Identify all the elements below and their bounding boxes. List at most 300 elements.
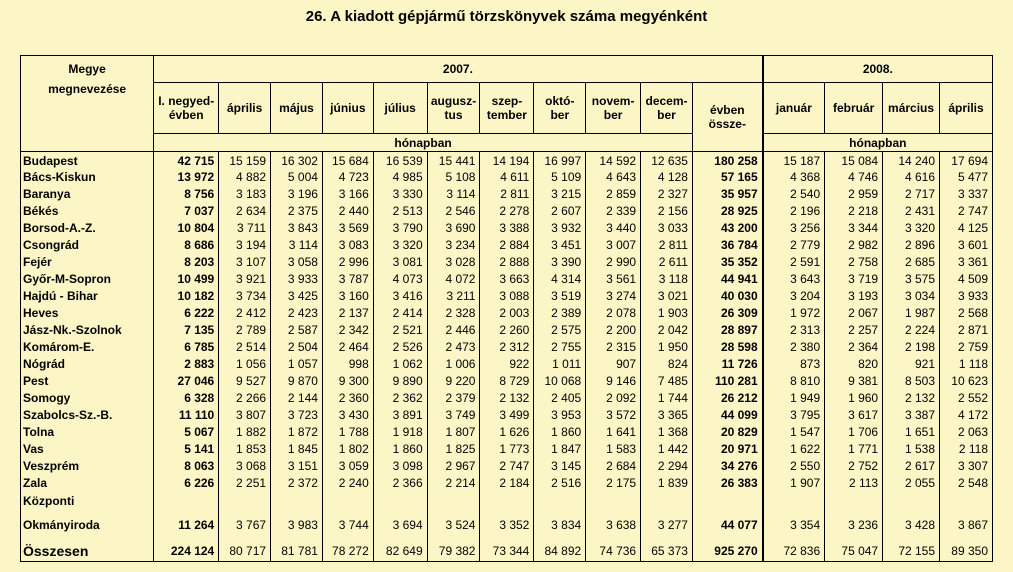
year-total-header: évben össze-	[692, 83, 762, 152]
month-value: 15 084	[825, 152, 883, 169]
month-value: 3 337	[940, 186, 993, 203]
month-value: 1 845	[271, 441, 323, 458]
month-value: 1 744	[641, 390, 693, 407]
statistics-table	[20, 55, 993, 562]
table-row	[21, 475, 993, 492]
county-name: Borsod-A.-Z.	[21, 220, 154, 237]
month-value: 2 372	[271, 475, 323, 492]
month-value: 3 807	[219, 407, 271, 424]
month-value	[641, 492, 693, 510]
month-value: 2 366	[373, 475, 427, 492]
year-total-value: 34 276	[692, 458, 762, 475]
month-value: 2 685	[883, 254, 940, 271]
month-value: 2 575	[534, 322, 586, 339]
q1-value: 6 226	[154, 475, 219, 492]
year-2008-header: 2008.	[763, 56, 993, 83]
table-row	[21, 441, 993, 458]
month-value: 8 810	[763, 373, 825, 390]
month-value: 15 187	[763, 152, 825, 169]
month-value: 2 375	[271, 203, 323, 220]
month-value: 1 987	[883, 305, 940, 322]
month-value: 1 960	[825, 390, 883, 407]
month-value: 2 504	[271, 339, 323, 356]
q1-value: 5 067	[154, 424, 219, 441]
month-value: 3 194	[219, 237, 271, 254]
month-value: 75 047	[825, 532, 883, 562]
table-body	[21, 152, 993, 562]
month-value: 3 601	[940, 237, 993, 254]
month-header: február	[825, 83, 883, 134]
table-row	[21, 220, 993, 237]
month-value: 1 006	[427, 356, 480, 373]
month-value: 3 638	[586, 510, 641, 532]
county-name: Komárom-E.	[21, 339, 154, 356]
month-value	[373, 492, 427, 510]
month-value: 2 412	[219, 305, 271, 322]
month-value: 2 546	[427, 203, 480, 220]
month-header: június	[322, 83, 373, 134]
month-value: 3 354	[763, 510, 825, 532]
month-value: 65 373	[641, 532, 693, 562]
month-value: 3 843	[271, 220, 323, 237]
month-value: 4 072	[427, 271, 480, 288]
month-value: 2 364	[825, 339, 883, 356]
month-value: 2 611	[641, 254, 693, 271]
month-value: 3 795	[763, 407, 825, 424]
month-value: 2 717	[883, 186, 940, 203]
month-value: 2 959	[825, 186, 883, 203]
month-value: 1 907	[763, 475, 825, 492]
month-value: 3 196	[271, 186, 323, 203]
table-row	[21, 186, 993, 203]
table-row	[21, 407, 993, 424]
table-row	[21, 288, 993, 305]
month-value: 2 144	[271, 390, 323, 407]
month-value: 9 381	[825, 373, 883, 390]
month-value: 3 388	[480, 220, 534, 237]
month-value: 1 950	[641, 339, 693, 356]
month-value: 3 834	[534, 510, 586, 532]
month-value: 1 853	[219, 441, 271, 458]
month-value: 3 787	[322, 271, 373, 288]
month-value: 3 891	[373, 407, 427, 424]
month-value: 81 781	[271, 532, 323, 562]
year-total-value: 36 784	[692, 237, 762, 254]
month-value: 15 684	[322, 152, 373, 169]
month-value: 1 949	[763, 390, 825, 407]
month-value: 2 214	[427, 475, 480, 492]
month-value: 12 635	[641, 152, 693, 169]
month-value: 1 442	[641, 441, 693, 458]
month-value: 2 003	[480, 305, 534, 322]
month-value: 3 575	[883, 271, 940, 288]
month-value: 3 428	[883, 510, 940, 532]
month-value: 2 747	[480, 458, 534, 475]
month-value: 2 758	[825, 254, 883, 271]
month-value: 3 430	[322, 407, 373, 424]
month-value: 5 004	[271, 169, 323, 186]
month-header: szep- tember	[480, 83, 534, 134]
county-name: Összesen	[21, 532, 154, 562]
q1-value: 10 804	[154, 220, 219, 237]
month-value: 3 387	[883, 407, 940, 424]
county-name: Jász-Nk.-Szolnok	[21, 322, 154, 339]
month-value: 873	[763, 356, 825, 373]
month-value: 2 859	[586, 186, 641, 203]
month-value: 3 107	[219, 254, 271, 271]
month-value: 1 872	[271, 424, 323, 441]
month-value: 3 320	[373, 237, 427, 254]
month-value: 4 611	[480, 169, 534, 186]
county-name: Baranya	[21, 186, 154, 203]
county-name: Pest	[21, 373, 154, 390]
month-value: 3 390	[534, 254, 586, 271]
month-value: 1 825	[427, 441, 480, 458]
month-value: 3 256	[763, 220, 825, 237]
month-value: 2 516	[534, 475, 586, 492]
month-value: 3 416	[373, 288, 427, 305]
month-value: 3 352	[480, 510, 534, 532]
q1-value: 8 063	[154, 458, 219, 475]
q1-value: 6 785	[154, 339, 219, 356]
month-value: 2 132	[480, 390, 534, 407]
month-value: 1 771	[825, 441, 883, 458]
county-header: Megye megnevezése	[21, 56, 154, 152]
county-name: Zala	[21, 475, 154, 492]
q1-value: 2 883	[154, 356, 219, 373]
month-value: 2 218	[825, 203, 883, 220]
county-name: Tolna	[21, 424, 154, 441]
q1-value: 11 110	[154, 407, 219, 424]
honapban-label: hónapban	[763, 134, 993, 152]
month-value: 3 215	[534, 186, 586, 203]
month-value: 8 729	[480, 373, 534, 390]
month-value: 3 983	[271, 510, 323, 532]
month-value: 9 890	[373, 373, 427, 390]
month-value: 4 985	[373, 169, 427, 186]
month-value: 3 118	[641, 271, 693, 288]
month-header: április	[219, 83, 271, 134]
month-value: 3 034	[883, 288, 940, 305]
month-value: 3 088	[480, 288, 534, 305]
month-value: 5 109	[534, 169, 586, 186]
month-value: 1 788	[322, 424, 373, 441]
county-name: Veszprém	[21, 458, 154, 475]
month-value: 2 327	[641, 186, 693, 203]
month-value: 2 362	[373, 390, 427, 407]
q1-value: 10 182	[154, 288, 219, 305]
month-value: 2 379	[427, 390, 480, 407]
month-value: 4 509	[940, 271, 993, 288]
month-value: 3 083	[322, 237, 373, 254]
month-value: 3 519	[534, 288, 586, 305]
month-header: decem- ber	[641, 83, 693, 134]
month-value: 2 414	[373, 305, 427, 322]
month-value: 3 723	[271, 407, 323, 424]
month-value: 73 344	[480, 532, 534, 562]
month-value: 9 220	[427, 373, 480, 390]
month-value: 2 755	[534, 339, 586, 356]
month-value: 3 524	[427, 510, 480, 532]
month-value: 79 382	[427, 532, 480, 562]
q1-value: 8 756	[154, 186, 219, 203]
month-value: 2 266	[219, 390, 271, 407]
month-value: 1 118	[940, 356, 993, 373]
year-total-value: 28 925	[692, 203, 762, 220]
month-value: 1 368	[641, 424, 693, 441]
month-value: 3 744	[322, 510, 373, 532]
month-value: 3 572	[586, 407, 641, 424]
month-value: 998	[322, 356, 373, 373]
month-value: 2 137	[322, 305, 373, 322]
month-value: 3 643	[763, 271, 825, 288]
month-value: 2 339	[586, 203, 641, 220]
month-value: 3 183	[219, 186, 271, 203]
month-value: 2 884	[480, 237, 534, 254]
month-value: 3 767	[219, 510, 271, 532]
month-value: 3 114	[271, 237, 323, 254]
month-value: 4 616	[883, 169, 940, 186]
month-value: 2 446	[427, 322, 480, 339]
year-total-value: 28 598	[692, 339, 762, 356]
month-header: augusz- tus	[427, 83, 480, 134]
month-value: 14 194	[480, 152, 534, 169]
table-row	[21, 373, 993, 390]
county-name: Fejér	[21, 254, 154, 271]
month-value: 3 081	[373, 254, 427, 271]
month-value: 2 118	[940, 441, 993, 458]
month-value: 1 773	[480, 441, 534, 458]
month-value: 14 240	[883, 152, 940, 169]
month-value: 2 294	[641, 458, 693, 475]
table-row	[21, 424, 993, 441]
q1-value: 13 972	[154, 169, 219, 186]
month-value	[825, 492, 883, 510]
month-value: 3 569	[322, 220, 373, 237]
county-name: Budapest	[21, 152, 154, 169]
q1-value: 11 264	[154, 510, 219, 532]
month-value: 1 651	[883, 424, 940, 441]
month-value: 2 156	[641, 203, 693, 220]
month-value: 2 521	[373, 322, 427, 339]
month-value: 2 198	[883, 339, 940, 356]
q1-value: 6 328	[154, 390, 219, 407]
month-value: 1 882	[219, 424, 271, 441]
month-value: 74 736	[586, 532, 641, 562]
month-value	[586, 492, 641, 510]
table-row	[21, 458, 993, 475]
month-value: 1 807	[427, 424, 480, 441]
month-value: 2 380	[763, 339, 825, 356]
month-value: 2 587	[271, 322, 323, 339]
county-name: Heves	[21, 305, 154, 322]
month-value: 3 320	[883, 220, 940, 237]
month-value: 72 155	[883, 532, 940, 562]
month-value	[480, 492, 534, 510]
table-row	[21, 390, 993, 407]
table-row	[21, 510, 993, 532]
month-header: január	[763, 83, 825, 134]
county-name: Nógrád	[21, 356, 154, 373]
month-value: 3 145	[534, 458, 586, 475]
month-value: 3 236	[825, 510, 883, 532]
table-row	[21, 356, 993, 373]
county-name: Vas	[21, 441, 154, 458]
month-value: 2 175	[586, 475, 641, 492]
month-value: 16 539	[373, 152, 427, 169]
month-value: 3 617	[825, 407, 883, 424]
month-value: 4 746	[825, 169, 883, 186]
month-value: 3 867	[940, 510, 993, 532]
year-total-value: 110 281	[692, 373, 762, 390]
year-total-value: 180 258	[692, 152, 762, 169]
year-total-value: 40 030	[692, 288, 762, 305]
month-value: 2 078	[586, 305, 641, 322]
month-value: 2 759	[940, 339, 993, 356]
month-value: 1 847	[534, 441, 586, 458]
month-value: 2 871	[940, 322, 993, 339]
year-total-value: 26 383	[692, 475, 762, 492]
month-value: 1 011	[534, 356, 586, 373]
month-value: 14 592	[586, 152, 641, 169]
month-value: 2 200	[586, 322, 641, 339]
month-value: 10 068	[534, 373, 586, 390]
month-value: 1 622	[763, 441, 825, 458]
month-value: 15 441	[427, 152, 480, 169]
month-value: 2 779	[763, 237, 825, 254]
month-value: 9 870	[271, 373, 323, 390]
table-row	[21, 532, 993, 562]
month-value: 9 146	[586, 373, 641, 390]
month-value: 922	[480, 356, 534, 373]
month-value: 3 059	[322, 458, 373, 475]
month-value: 3 933	[940, 288, 993, 305]
month-value: 1 057	[271, 356, 323, 373]
q1-header: I. negyed- évben	[154, 83, 219, 134]
month-value: 3 694	[373, 510, 427, 532]
month-value: 2 240	[322, 475, 373, 492]
month-value: 4 882	[219, 169, 271, 186]
month-value: 1 860	[534, 424, 586, 441]
month-value	[940, 492, 993, 510]
month-value: 2 389	[534, 305, 586, 322]
q1-value: 5 141	[154, 441, 219, 458]
month-value: 2 405	[534, 390, 586, 407]
month-value: 17 694	[940, 152, 993, 169]
year-total-value: 35 352	[692, 254, 762, 271]
month-value: 2 260	[480, 322, 534, 339]
year-total-value: 20 829	[692, 424, 762, 441]
year-total-value: 44 099	[692, 407, 762, 424]
county-name: Győr-M-Sopron	[21, 271, 154, 288]
table-row	[21, 339, 993, 356]
q1-value: 8 203	[154, 254, 219, 271]
month-value: 2 464	[322, 339, 373, 356]
month-value: 16 997	[534, 152, 586, 169]
month-header: március	[883, 83, 940, 134]
month-value: 2 278	[480, 203, 534, 220]
month-value: 80 717	[219, 532, 271, 562]
year-total-value: 44 077	[692, 510, 762, 532]
county-name: Okmányiroda	[21, 510, 154, 532]
month-value: 3 933	[271, 271, 323, 288]
year-total-value: 925 270	[692, 532, 762, 562]
month-value: 9 527	[219, 373, 271, 390]
month-value: 3 114	[427, 186, 480, 203]
month-value: 1 626	[480, 424, 534, 441]
month-value: 3 021	[641, 288, 693, 305]
month-value: 3 307	[940, 458, 993, 475]
month-value: 1 547	[763, 424, 825, 441]
month-value: 2 257	[825, 322, 883, 339]
month-value: 2 982	[825, 237, 883, 254]
month-value: 2 113	[825, 475, 883, 492]
table-row	[21, 152, 993, 169]
table-row	[21, 203, 993, 220]
month-value: 2 967	[427, 458, 480, 475]
month-value: 2 360	[322, 390, 373, 407]
county-name: Központi	[21, 492, 154, 510]
month-value: 2 888	[480, 254, 534, 271]
month-value: 2 440	[322, 203, 373, 220]
month-value: 3 690	[427, 220, 480, 237]
month-value: 3 330	[373, 186, 427, 203]
month-value: 2 328	[427, 305, 480, 322]
month-value: 2 811	[641, 237, 693, 254]
month-value: 84 892	[534, 532, 586, 562]
month-value: 2 526	[373, 339, 427, 356]
month-value: 9 300	[322, 373, 373, 390]
month-value	[763, 492, 825, 510]
month-value: 3 160	[322, 288, 373, 305]
month-value: 3 499	[480, 407, 534, 424]
month-value: 8 503	[883, 373, 940, 390]
month-value: 2 634	[219, 203, 271, 220]
q1-value: 224 124	[154, 532, 219, 562]
month-value: 3 058	[271, 254, 323, 271]
month-value: 3 274	[586, 288, 641, 305]
month-value: 2 684	[586, 458, 641, 475]
month-header: április	[940, 83, 993, 134]
month-value: 2 431	[883, 203, 940, 220]
month-value: 3 425	[271, 288, 323, 305]
month-value: 2 312	[480, 339, 534, 356]
q1-value: 7 037	[154, 203, 219, 220]
month-header: július	[373, 83, 427, 134]
month-value: 1 972	[763, 305, 825, 322]
month-value: 3 365	[641, 407, 693, 424]
month-value: 2 342	[322, 322, 373, 339]
month-value: 2 063	[940, 424, 993, 441]
month-value	[271, 492, 323, 510]
month-value: 3 734	[219, 288, 271, 305]
q1-value: 7 135	[154, 322, 219, 339]
month-value: 3 719	[825, 271, 883, 288]
month-value: 4 723	[322, 169, 373, 186]
year-total-value: 20 971	[692, 441, 762, 458]
month-value: 2 550	[763, 458, 825, 475]
month-value: 15 159	[219, 152, 271, 169]
q1-value: 27 046	[154, 373, 219, 390]
month-value: 3 007	[586, 237, 641, 254]
month-value: 4 128	[641, 169, 693, 186]
month-value: 2 552	[940, 390, 993, 407]
month-value: 3 790	[373, 220, 427, 237]
month-value: 2 591	[763, 254, 825, 271]
month-value: 4 314	[534, 271, 586, 288]
month-value: 4 125	[940, 220, 993, 237]
month-value: 2 996	[322, 254, 373, 271]
